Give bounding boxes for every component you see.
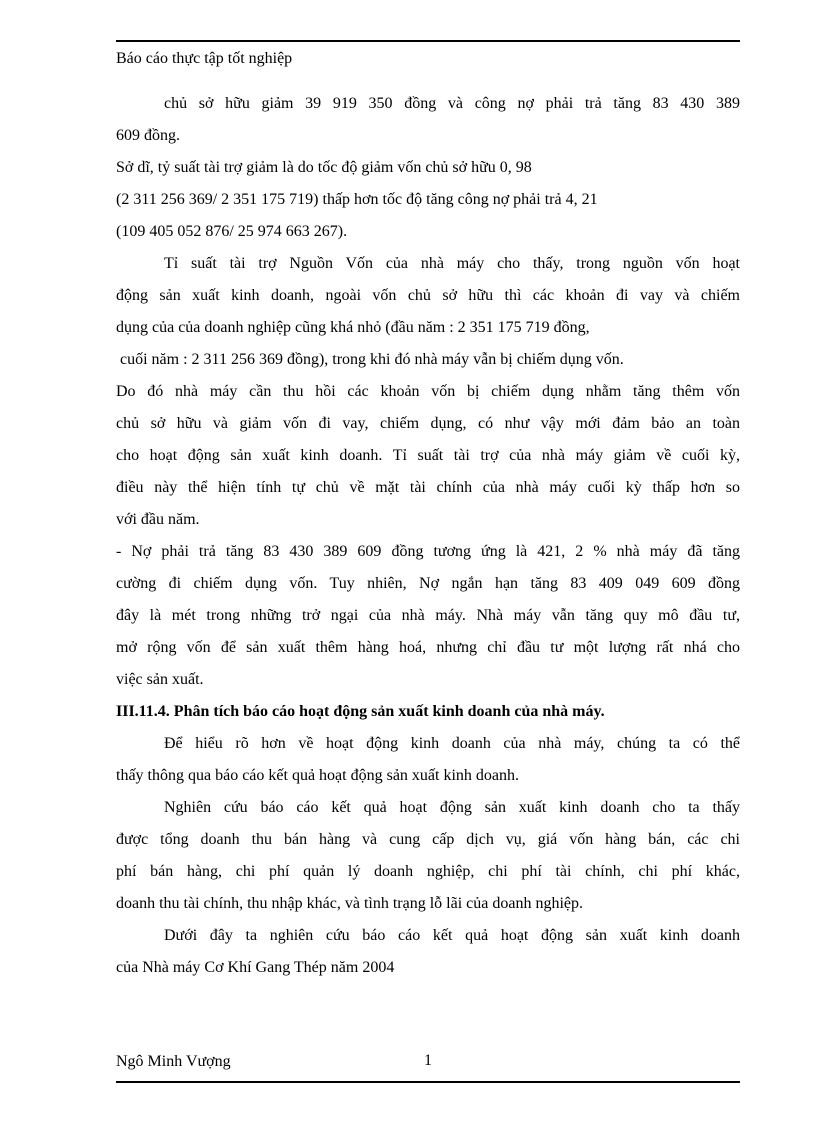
text-line: (2 311 256 369/ 2 351 175 719) thấp hơn tốc độ tăng công nợ phải trả 4, 21 [116, 191, 598, 208]
text-line: dụng của của doanh nghiệp cũng khá nhỏ (đầu năm : 2 351 175 719 đồng, [116, 319, 590, 336]
text-line: chủ sở hữu giảm 39 919 350 đồng và công nợ phải trả tăng 83 430 389 [164, 95, 740, 112]
text-line: 609 đồng. [116, 127, 180, 144]
paragraph-first-line: Tỉ suất tài trợ Nguồn Vốn của nhà máy cho thấy, trong nguồn vốn hoạt [164, 255, 740, 272]
text-line: Sở dĩ, tỷ suất tài trợ giảm là do tốc độ giảm vốn chủ sở hữu 0, 98 [116, 159, 532, 176]
text-line: phí bán hàng, chi phí quản lý doanh nghiệp, chi phí tài chính, chi phí khác, [116, 863, 740, 880]
header-title: Báo cáo thực tập tốt nghiệp [116, 50, 293, 67]
text-line: chủ sở hữu và giảm vốn đi vay, chiếm dụng, có như vậy mới đảm bảo an toàn [116, 415, 740, 432]
text-line: thấy thông qua báo cáo kết quả hoạt động sản xuất kinh doanh. [116, 767, 520, 784]
paragraph-first-line: Nghiên cứu báo cáo kết quả hoạt động sản xuất kinh doanh cho ta thấy [164, 799, 740, 816]
paragraph-first-line: Để hiểu rõ hơn về hoạt động kinh doanh của nhà máy, chúng ta có thể [164, 735, 740, 752]
text-line: được tổng doanh thu bán hàng và cung cấp dịch vụ, giá vốn hàng bán, các chi [116, 831, 740, 848]
footer-author: Ngô Minh Vượng [116, 1053, 231, 1070]
text-line: động sản xuất kinh doanh, ngoài vốn chủ sở hữu thì các khoản đi vay và chiếm [116, 287, 740, 304]
text-line: việc sản xuất. [116, 671, 204, 688]
text-line: cường đi chiếm dụng vốn. Tuy nhiên, Nợ ngắn hạn tăng 83 409 049 609 đồng [116, 575, 740, 592]
text-line: của Nhà máy Cơ Khí Gang Thép năm 2004 [116, 959, 395, 976]
text-line: đây là mét trong những trở ngại của nhà máy. Nhà máy vẫn tăng quy mô đầu tư, [116, 607, 740, 624]
text-line: mở rộng vốn để sản xuất thêm hàng hoá, nhưng chỉ đầu tư một lượng rất nhá cho [116, 639, 740, 656]
text-line: cuối năm : 2 311 256 369 đồng), trong khi đó nhà máy vẫn bị chiếm dụng vốn. [120, 351, 624, 368]
footer-rule [116, 1081, 740, 1083]
paragraph-first-line: Dưới đây ta nghiên cứu báo cáo kết quả hoạt động sản xuất kinh doanh [164, 927, 740, 944]
text-line: Do đó nhà máy cần thu hồi các khoản vốn bị chiếm dụng nhằm tăng thêm vốn [116, 383, 740, 400]
text-line: điều này thể hiện tính tự chủ về mặt tài chính của nhà máy cuối kỳ thấp hơn so [116, 479, 740, 496]
text-line: doanh thu tài chính, thu nhập khác, và tình trạng lỗ lãi của doanh nghiệp. [116, 895, 583, 912]
text-line: (109 405 052 876/ 25 974 663 267). [116, 223, 348, 240]
header-rule [116, 40, 740, 42]
text-line: cho hoạt động sản xuất kinh doanh. Tỉ suất tài trợ của nhà máy giảm về cuối kỳ, [116, 447, 740, 464]
text-line: - Nợ phải trả tăng 83 430 389 609 đồng tương ứng là 421, 2 % nhà máy đã tăng [116, 543, 740, 560]
text-line: với đầu năm. [116, 511, 200, 528]
section-heading: III.11.4. Phân tích báo cáo hoạt động sản xuất kinh doanh của nhà máy. [116, 703, 605, 720]
page-number: 1 [424, 1052, 432, 1069]
